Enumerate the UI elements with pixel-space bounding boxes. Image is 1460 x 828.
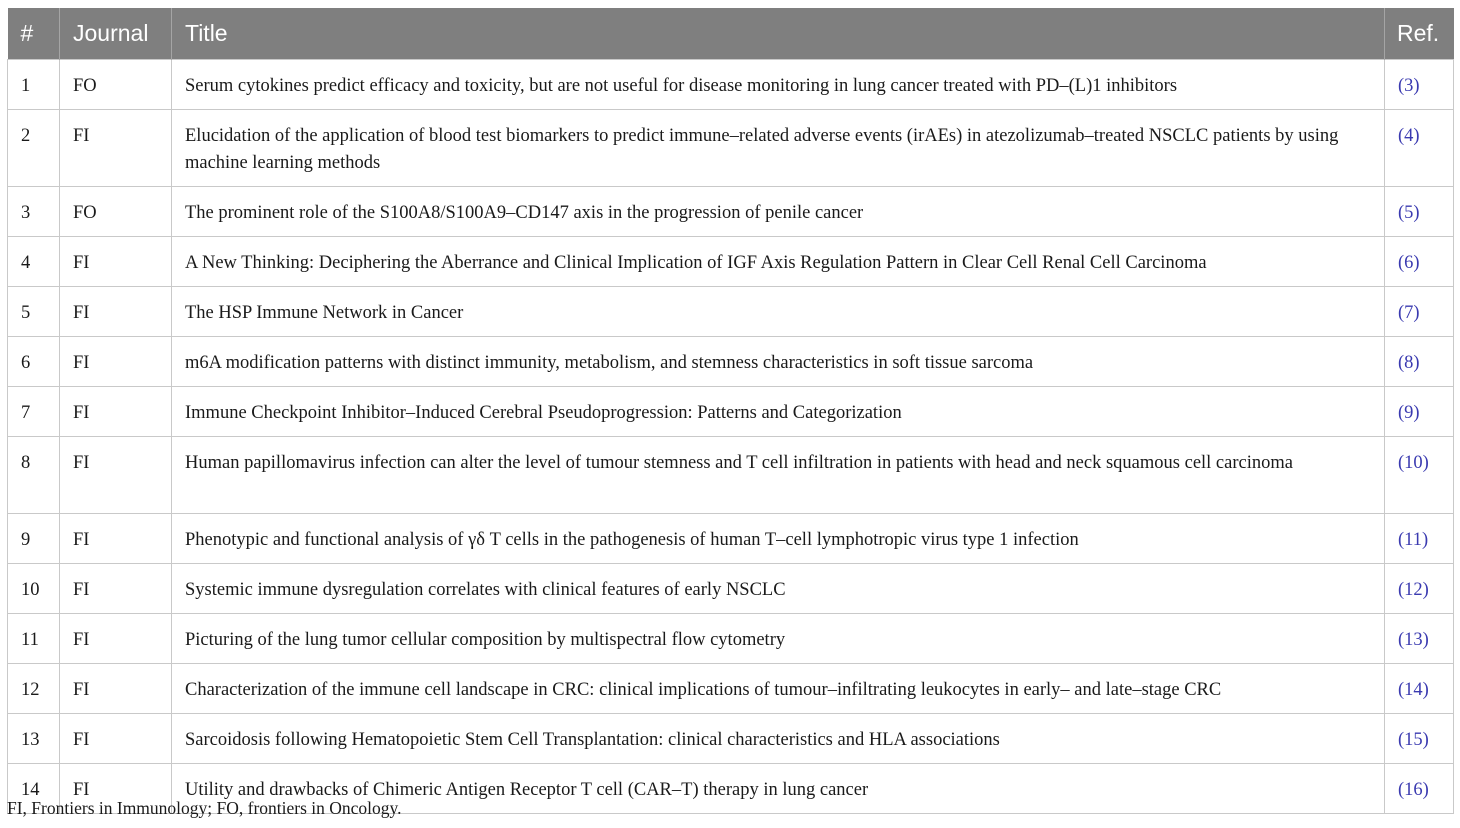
cell-ref-link[interactable]: (6) <box>1385 236 1454 286</box>
article-table-container <box>7 8 1453 814</box>
cell-number: 12 <box>8 663 60 713</box>
cell-ref-link[interactable]: (7) <box>1385 286 1454 336</box>
cell-journal: FI <box>60 513 172 563</box>
table-row <box>8 436 1454 513</box>
cell-journal: FI <box>60 763 172 813</box>
cell-journal: FI <box>60 336 172 386</box>
cell-ref-link[interactable]: (13) <box>1385 613 1454 663</box>
cell-journal: FI <box>60 563 172 613</box>
cell-journal: FI <box>60 286 172 336</box>
cell-ref-link[interactable]: (11) <box>1385 513 1454 563</box>
table-row <box>8 336 1454 386</box>
table-row <box>8 186 1454 236</box>
cell-ref-link[interactable]: (4) <box>1385 109 1454 186</box>
cell-ref-link[interactable]: (9) <box>1385 386 1454 436</box>
header-ref: Ref. <box>1397 19 1440 46</box>
table-footnote: FI, Frontiers in Immunology; FO, frontiers in Oncology. <box>7 798 402 818</box>
table-row <box>8 563 1454 613</box>
cell-title: The HSP Immune Network in Cancer <box>172 286 1385 336</box>
cell-number: 6 <box>8 336 60 386</box>
table-row <box>8 713 1454 763</box>
cell-title: A New Thinking: Deciphering the Aberrance and Clinical Implication of IGF Axis Regulation Pattern in Clear Cell Renal Cell Carcinoma <box>172 236 1385 286</box>
cell-number: 10 <box>8 563 60 613</box>
table-header-row <box>8 8 1454 59</box>
cell-journal: FO <box>60 186 172 236</box>
cell-journal: FI <box>60 436 172 513</box>
table-row <box>8 663 1454 713</box>
header-title: Title <box>172 8 1385 59</box>
header-journal: Journal <box>60 8 172 59</box>
cell-journal: FI <box>60 663 172 713</box>
table-row <box>8 59 1454 109</box>
cell-ref-link[interactable]: (12) <box>1385 563 1454 613</box>
table-row <box>8 286 1454 336</box>
cell-title: Sarcoidosis following Hematopoietic Stem Cell Transplantation: clinical characteristics and HLA associations <box>172 713 1385 763</box>
table-row <box>8 109 1454 186</box>
cell-title: Utility and drawbacks of Chimeric Antigen Receptor T cell (CAR–T) therapy in lung cancer <box>172 763 1385 813</box>
cell-title: Elucidation of the application of blood test biomarkers to predict immune–related adverse events (irAEs) in atezolizumab–treated NSCLC patients by using machine learning methods <box>172 109 1385 186</box>
cell-title: Characterization of the immune cell landscape in CRC: clinical implications of tumour–infiltrating leukocytes in early– and late–stage CRC <box>172 663 1385 713</box>
cell-title: Serum cytokines predict efficacy and toxicity, but are not useful for disease monitoring in lung cancer treated with PD–(L)1 inhibitors <box>172 59 1385 109</box>
cell-number: 4 <box>8 236 60 286</box>
cell-ref-link[interactable]: (3) <box>1385 59 1454 109</box>
cell-title: Phenotypic and functional analysis of γδ T cells in the pathogenesis of human T–cell lymphotropic virus type 1 infection <box>172 513 1385 563</box>
cell-ref-link[interactable]: (14) <box>1385 663 1454 713</box>
table-row <box>8 236 1454 286</box>
cell-number: 7 <box>8 386 60 436</box>
cell-title: Picturing of the lung tumor cellular composition by multispectral flow cytometry <box>172 613 1385 663</box>
cell-title: m6A modification patterns with distinct immunity, metabolism, and stemness characteristics in soft tissue sarcoma <box>172 336 1385 386</box>
cell-journal: FI <box>60 386 172 436</box>
cell-ref-link[interactable]: (8) <box>1385 336 1454 386</box>
cell-title: Systemic immune dysregulation correlates with clinical features of early NSCLC <box>172 563 1385 613</box>
cell-title: Immune Checkpoint Inhibitor–Induced Cerebral Pseudoprogression: Patterns and Categorization <box>172 386 1385 436</box>
cell-journal: FI <box>60 109 172 186</box>
cell-journal: FI <box>60 713 172 763</box>
cell-ref-link[interactable]: (16) <box>1385 763 1454 813</box>
article-table <box>7 8 1454 814</box>
cell-number: 13 <box>8 713 60 763</box>
cell-number: 2 <box>8 109 60 186</box>
cell-number: 1 <box>8 59 60 109</box>
cell-number: 3 <box>8 186 60 236</box>
cell-ref-link[interactable]: (15) <box>1385 713 1454 763</box>
cell-title: The prominent role of the S100A8/S100A9–CD147 axis in the progression of penile cancer <box>172 186 1385 236</box>
cell-journal: FI <box>60 613 172 663</box>
cell-journal: FO <box>60 59 172 109</box>
cell-number: 8 <box>8 436 60 513</box>
header-number: # <box>8 8 60 59</box>
cell-number: 14 <box>8 763 60 813</box>
cell-number: 5 <box>8 286 60 336</box>
cell-number: 9 <box>8 513 60 563</box>
table-row <box>8 613 1454 663</box>
cell-ref-link[interactable]: (5) <box>1385 186 1454 236</box>
table-row <box>8 386 1454 436</box>
cell-number: 11 <box>8 613 60 663</box>
cell-journal: FI <box>60 236 172 286</box>
table-row <box>8 513 1454 563</box>
cell-ref-link[interactable]: (10) <box>1385 436 1454 513</box>
cell-title: Human papillomavirus infection can alter the level of tumour stemness and T cell infiltration in patients with head and neck squamous cell carcinoma <box>172 436 1385 513</box>
